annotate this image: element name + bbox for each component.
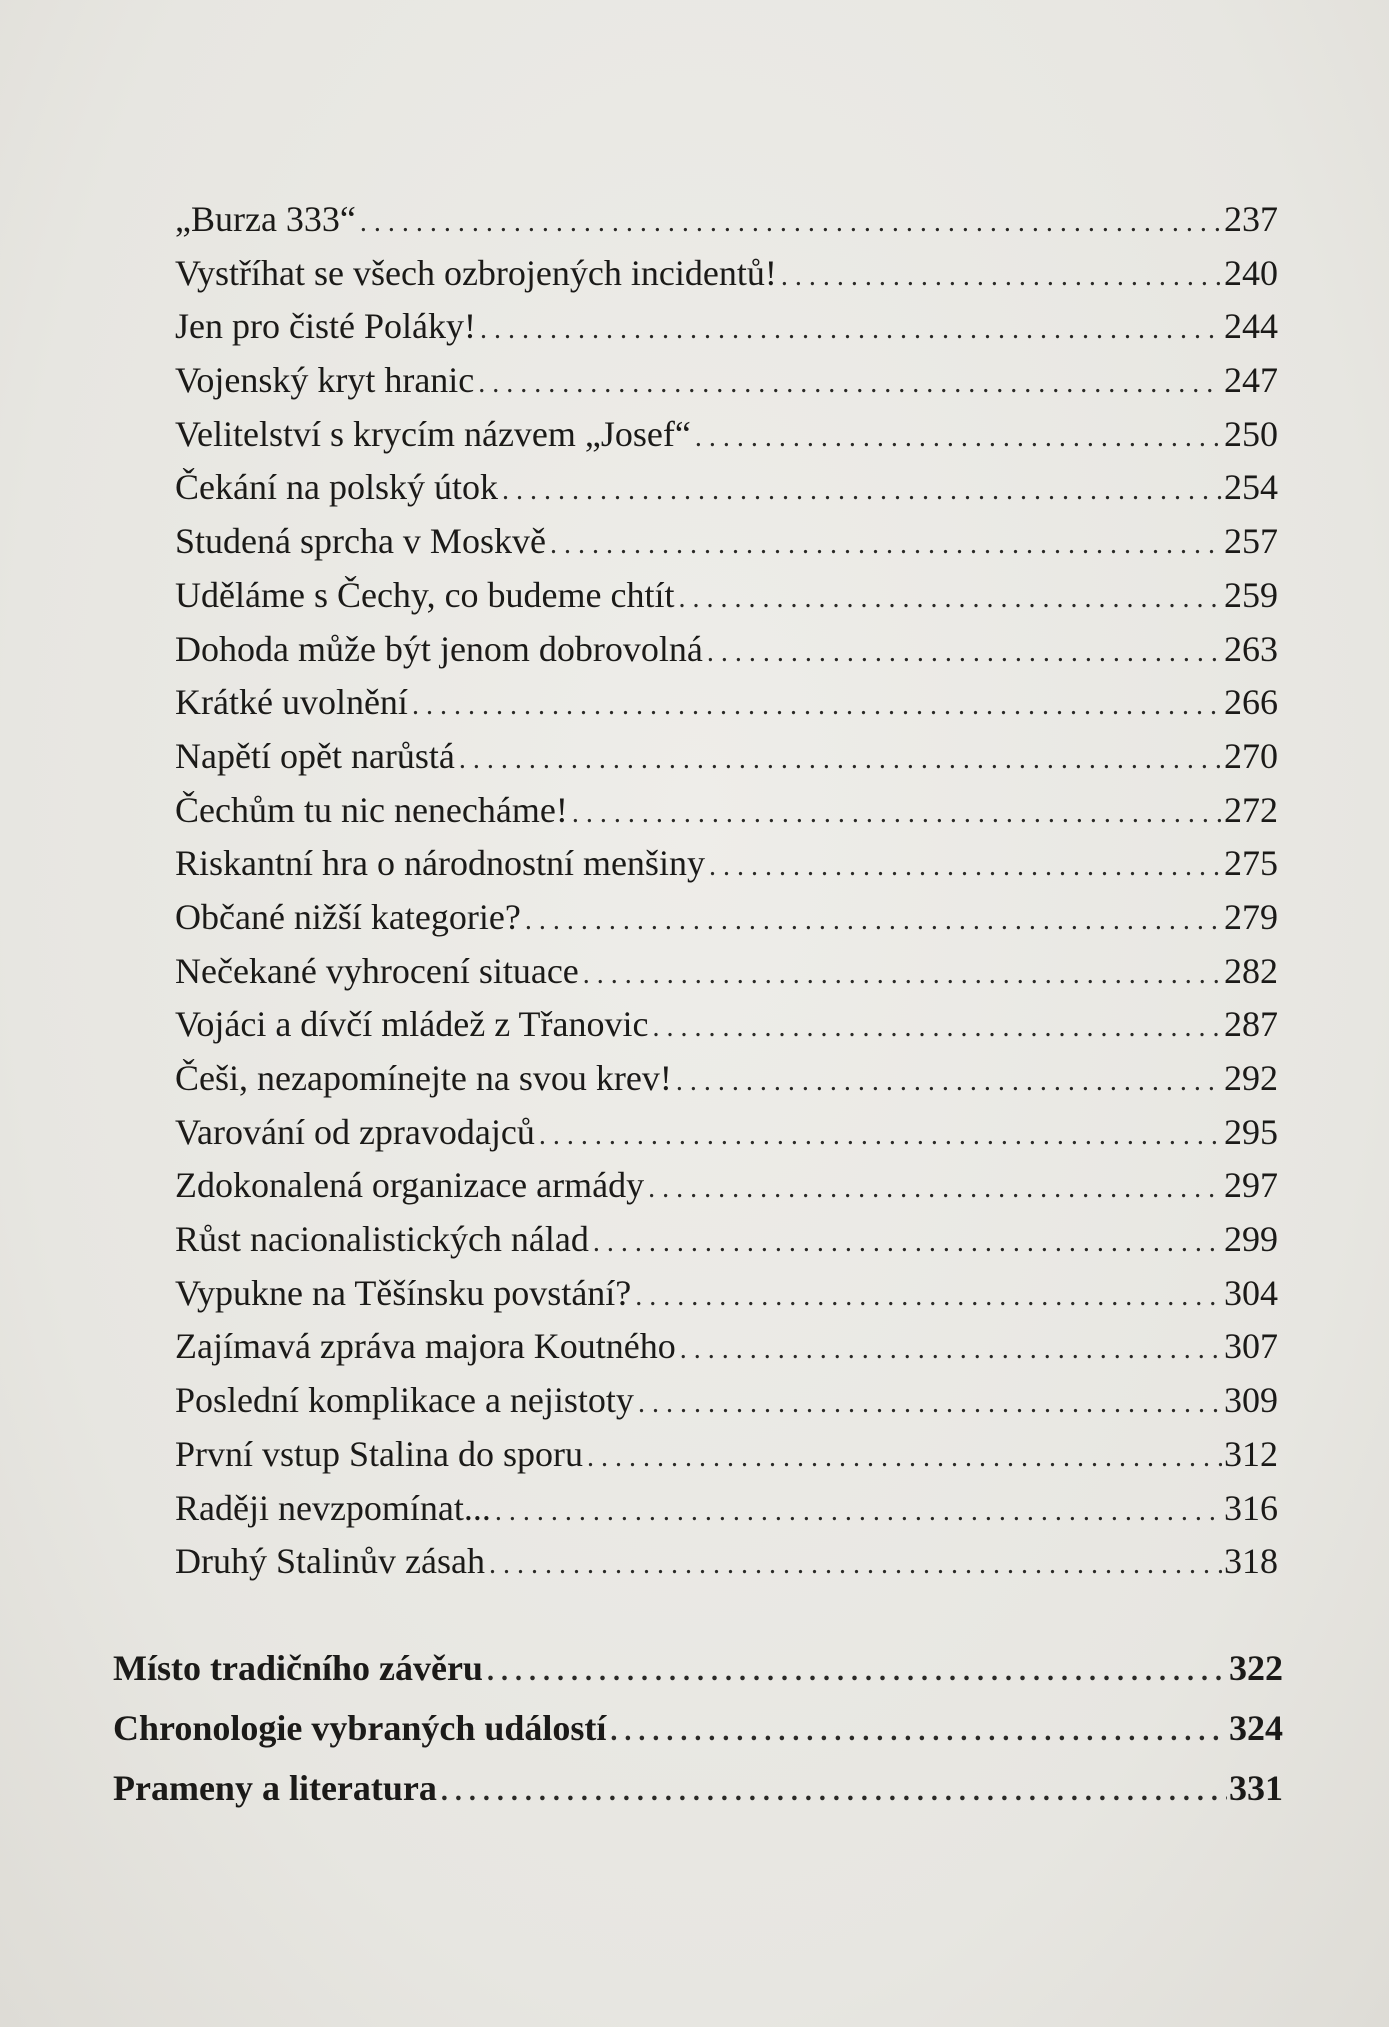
toc-subsection-entry bbox=[175, 1487, 1278, 1541]
toc-entry-title: „Burza 333“ bbox=[175, 199, 356, 239]
toc-entry-page-number: 307 bbox=[1224, 1326, 1278, 1367]
toc-main-entry bbox=[113, 1707, 1283, 1767]
toc-entry-page-number: 324 bbox=[1229, 1708, 1283, 1748]
toc-entry-title: Dohoda může být jenom dobrovolná bbox=[175, 628, 703, 669]
toc-entry-page-number: 257 bbox=[1224, 521, 1278, 562]
dot-leader bbox=[695, 422, 1222, 454]
toc-entry-page-number: 270 bbox=[1224, 735, 1278, 776]
dot-leader bbox=[487, 1656, 1227, 1688]
toc-subsection-entry bbox=[175, 896, 1278, 950]
toc-entry-page-number: 318 bbox=[1224, 1541, 1278, 1582]
toc-entry-page-number: 295 bbox=[1224, 1111, 1278, 1152]
dot-leader bbox=[652, 1012, 1222, 1044]
dot-leader bbox=[707, 637, 1222, 669]
toc-entry-page-number: 279 bbox=[1224, 896, 1278, 937]
toc-entry-page-number: 254 bbox=[1224, 467, 1278, 508]
toc-entry-title: Místo tradičního závěru bbox=[113, 1648, 483, 1688]
toc-subsection-entry bbox=[175, 359, 1278, 413]
toc-entry-title: Prameny a literatura bbox=[113, 1768, 437, 1808]
toc-entry-page-number: 292 bbox=[1224, 1058, 1278, 1098]
toc-subsection-list bbox=[175, 198, 1278, 1594]
toc-entry-page-number: 272 bbox=[1224, 789, 1278, 830]
toc-entry-title: Vystříhat se všech ozbrojených incidentů! bbox=[175, 252, 777, 293]
dot-leader bbox=[489, 1549, 1222, 1581]
dot-leader bbox=[781, 261, 1222, 293]
toc-subsection-entry bbox=[175, 789, 1278, 843]
toc-subsection-entry bbox=[175, 1379, 1278, 1433]
dot-leader bbox=[480, 314, 1222, 346]
toc-entry-title: Češi, nezapomínejte na svou krev! bbox=[175, 1058, 672, 1098]
toc-subsection-entry bbox=[175, 252, 1278, 306]
dot-leader bbox=[680, 1334, 1222, 1366]
toc-entry-title: Chronologie vybraných událostí bbox=[113, 1708, 607, 1748]
toc-subsection-entry bbox=[175, 413, 1278, 467]
toc-subsection-entry bbox=[175, 198, 1278, 252]
toc-entry-page-number: 266 bbox=[1224, 682, 1278, 723]
dot-leader bbox=[635, 1281, 1222, 1313]
toc-subsection-entry bbox=[175, 735, 1278, 789]
toc-entry-page-number: 312 bbox=[1224, 1433, 1278, 1474]
toc-entry-page-number: 275 bbox=[1224, 843, 1278, 884]
dot-leader bbox=[587, 1442, 1222, 1474]
toc-subsection-entry bbox=[175, 1057, 1278, 1111]
toc-entry-page-number: 263 bbox=[1224, 628, 1278, 669]
toc-entry-page-number: 331 bbox=[1229, 1768, 1283, 1808]
toc-subsection-entry bbox=[175, 520, 1278, 574]
dot-leader bbox=[709, 851, 1222, 883]
toc-entry-title: Vojáci a dívčí mládež z Třanovic bbox=[175, 1004, 649, 1045]
dot-leader bbox=[550, 529, 1222, 561]
toc-entry-page-number: 237 bbox=[1224, 199, 1278, 239]
toc-subsection-entry bbox=[175, 1540, 1278, 1594]
toc-entry-title: Uděláme s Čechy, co budeme chtít bbox=[175, 574, 675, 615]
toc-subsection-entry bbox=[175, 1272, 1278, 1326]
toc-entry-title: Zajímavá zpráva majora Koutného bbox=[175, 1326, 676, 1367]
toc-entry-title: První vstup Stalina do sporu bbox=[175, 1433, 584, 1474]
toc-entry-title: Občané nižší kategorie? bbox=[175, 896, 521, 937]
toc-entry-title: Vojenský kryt hranic bbox=[175, 360, 475, 401]
toc-main-entry bbox=[113, 1767, 1283, 1827]
toc-entry-title: Velitelství s krycím názvem „Josef“ bbox=[175, 413, 691, 454]
dot-leader bbox=[459, 744, 1222, 776]
toc-entry-title: Vypukne na Těšínsku povstání? bbox=[175, 1272, 632, 1313]
toc-entry-title: Studená sprcha v Moskvě bbox=[175, 521, 546, 562]
toc-entry-page-number: 244 bbox=[1224, 306, 1278, 347]
toc-entry-title: Riskantní hra o národnostní menšiny bbox=[175, 843, 705, 884]
toc-entry-page-number: 282 bbox=[1224, 950, 1278, 991]
toc-subsection-entry bbox=[175, 1433, 1278, 1487]
toc-entry-page-number: 259 bbox=[1224, 574, 1278, 615]
toc-entry-title: Druhý Stalinův zásah bbox=[175, 1541, 485, 1582]
toc-entry-page-number: 304 bbox=[1224, 1272, 1278, 1313]
toc-subsection-entry bbox=[175, 1164, 1278, 1218]
toc-entry-title: Čekání na polský útok bbox=[175, 467, 498, 508]
toc-entry-title: Poslední komplikace a nejistoty bbox=[175, 1380, 634, 1421]
toc-subsection-entry bbox=[175, 628, 1278, 682]
toc-entry-title: Zdokonalená organizace armády bbox=[175, 1165, 645, 1206]
toc-entry-page-number: 240 bbox=[1224, 252, 1278, 293]
dot-leader bbox=[610, 1716, 1227, 1748]
toc-entry-page-number: 322 bbox=[1229, 1648, 1283, 1688]
toc-main-section-list bbox=[113, 1647, 1283, 1827]
toc-entry-title: Nečekané vyhrocení situace bbox=[175, 950, 579, 991]
dot-leader bbox=[638, 1388, 1222, 1420]
toc-entry-page-number: 287 bbox=[1224, 1004, 1278, 1045]
toc-entry-page-number: 297 bbox=[1224, 1165, 1278, 1206]
dot-leader bbox=[478, 368, 1222, 400]
dot-leader bbox=[676, 1066, 1222, 1098]
toc-entry-title: Napětí opět narůstá bbox=[175, 735, 455, 776]
toc-subsection-entry bbox=[175, 466, 1278, 520]
dot-leader bbox=[441, 1776, 1227, 1808]
dot-leader bbox=[648, 1173, 1222, 1205]
dot-leader bbox=[360, 207, 1222, 239]
toc-subsection-entry bbox=[175, 574, 1278, 628]
toc-subsection-entry bbox=[175, 1003, 1278, 1057]
toc-subsection-entry bbox=[175, 1325, 1278, 1379]
toc-subsection-entry bbox=[175, 681, 1278, 735]
toc-entry-page-number: 247 bbox=[1224, 360, 1278, 401]
dot-leader bbox=[572, 798, 1222, 830]
toc-entry-title: Jen pro čisté Poláky! bbox=[175, 306, 476, 347]
toc-main-entry bbox=[113, 1647, 1283, 1707]
toc-entry-title: Čechům tu nic nenecháme! bbox=[175, 789, 568, 830]
toc-entry-title: Raději nevzpomínat... bbox=[175, 1487, 491, 1528]
toc-entry-page-number: 299 bbox=[1224, 1219, 1278, 1260]
dot-leader bbox=[679, 583, 1223, 615]
toc-entry-page-number: 309 bbox=[1224, 1380, 1278, 1421]
toc-entry-title: Varování od zpravodajců bbox=[175, 1111, 535, 1152]
dot-leader bbox=[539, 1120, 1222, 1152]
dot-leader bbox=[593, 1227, 1222, 1259]
toc-subsection-entry bbox=[175, 950, 1278, 1004]
dot-leader bbox=[583, 959, 1222, 991]
toc-entry-page-number: 250 bbox=[1224, 413, 1278, 454]
toc-entry-page-number: 316 bbox=[1224, 1487, 1278, 1528]
dot-leader bbox=[502, 475, 1222, 507]
toc-subsection-entry bbox=[175, 1218, 1278, 1272]
toc-subsection-entry bbox=[175, 1111, 1278, 1165]
toc-subsection-entry bbox=[175, 305, 1278, 359]
dot-leader bbox=[525, 905, 1222, 937]
toc-subsection-entry bbox=[175, 842, 1278, 896]
dot-leader bbox=[495, 1496, 1222, 1528]
dot-leader bbox=[412, 690, 1222, 722]
toc-entry-title: Krátké uvolnění bbox=[175, 682, 408, 723]
toc-entry-title: Růst nacionalistických nálad bbox=[175, 1219, 589, 1260]
